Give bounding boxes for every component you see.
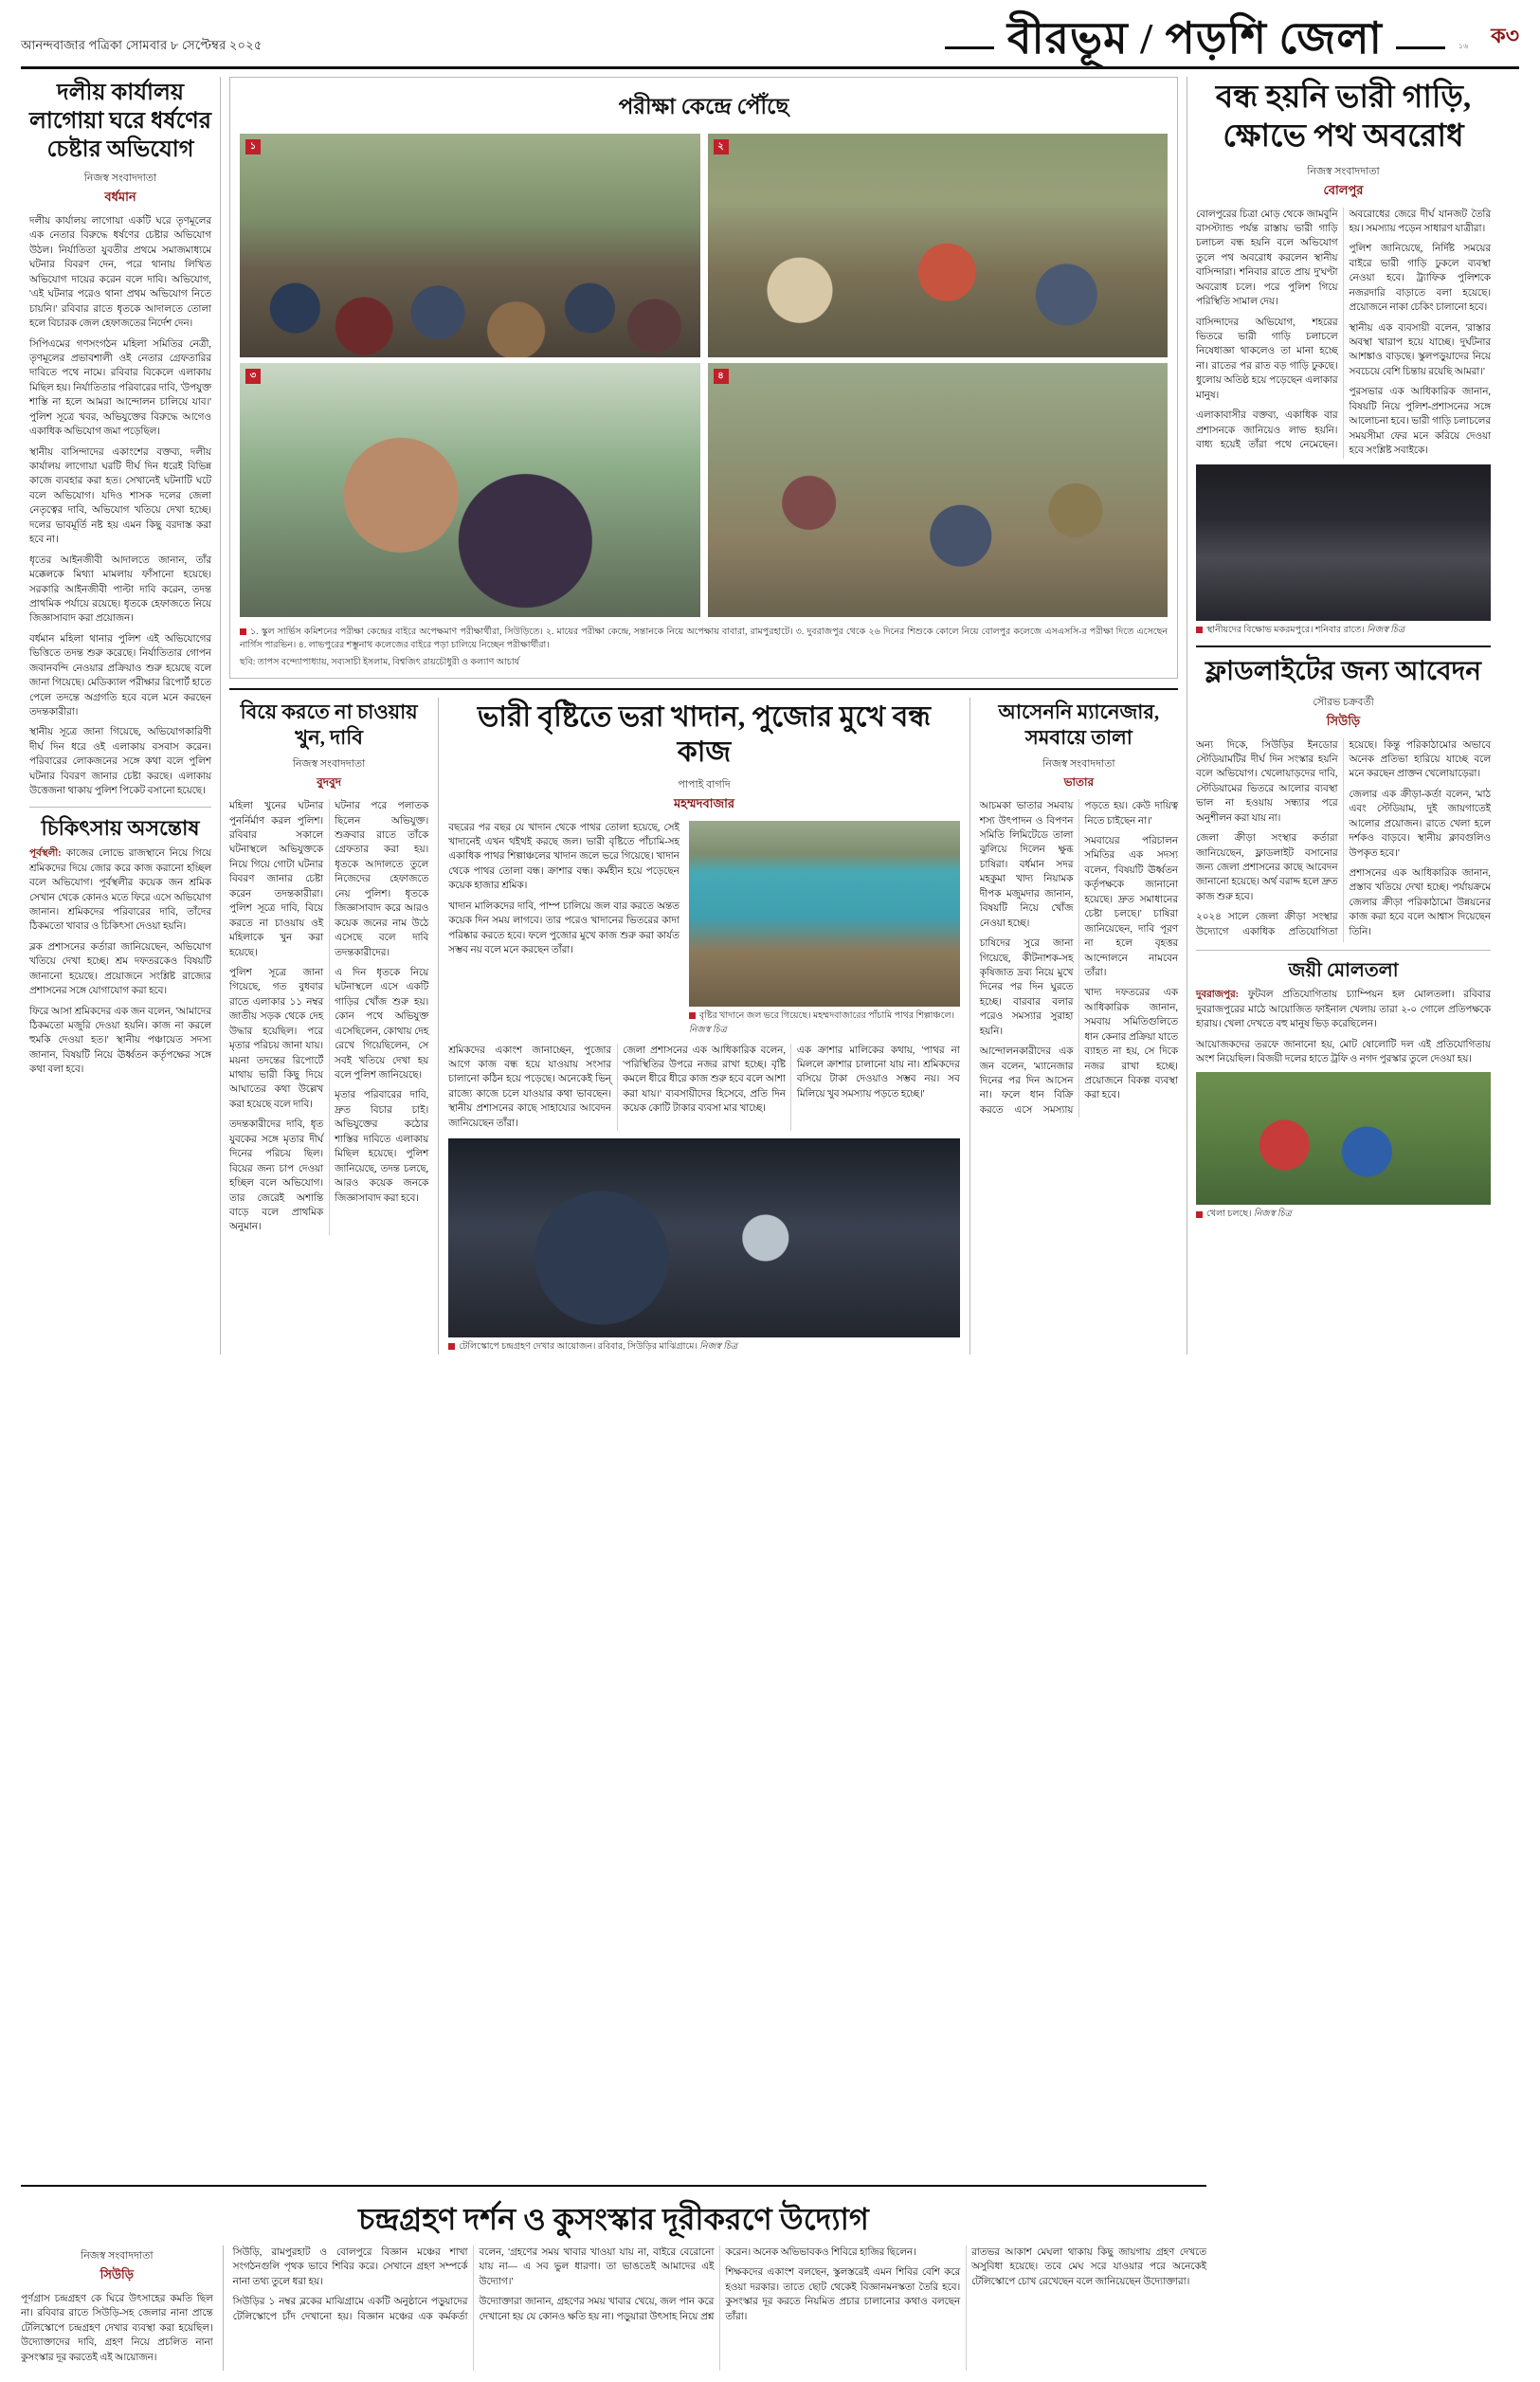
- bullet-icon: [689, 1012, 696, 1019]
- quarry-photo-caption: [689, 1009, 960, 1038]
- masthead-rule-left: [945, 46, 994, 49]
- masthead-rule-right: [1396, 46, 1445, 49]
- floodlight-byline: সৌরভ চক্রবর্তী: [1313, 696, 1374, 708]
- masthead-tiny: ১৬: [1458, 42, 1469, 50]
- left-headline: দলীয় কার্যালয় লাগোয়া ঘরে ধর্ষণের চেষ্টার অভিযোগ: [29, 81, 211, 162]
- football-photo: [1196, 1072, 1491, 1205]
- page-grid: [21, 77, 1519, 1355]
- telescope-photo: [448, 1138, 960, 1337]
- center-separator: [229, 688, 1178, 690]
- football-text-1: ফুটবল প্রতিযোগিতায় চ্যাম্পিয়ন হল মোলতলা। রবিবার দুবরাজপুরের মাঠে আয়োজিত ফাইনাল খেলায় তারা ২-০ গোলে প্রতিপক্ষকে হারায়। খেলা দেখতে বহু মানুষ ভিড় করেছিলেন।: [1196, 990, 1492, 1030]
- story-eclipse: [21, 2185, 1206, 2371]
- quarry-para-3: শ্রমিকদের একাংশ জানাচ্ছেন, পুজোর আগে কাজ বন্ধ হয়ে যাওয়ায় সংসার চালানো কঠিন হয়ে পড়েছে। অনেকেই ভিন্ রাজ্যে কাজে চলে যাওয়ার কথা ভাবছেন। স্থানীয় প্রশাসনের কাছে সাহায্যের আবেদন জানিয়েছেন তাঁরা।: [448, 1045, 612, 1129]
- quarry-dateline: মহম্মদবাজার: [673, 795, 735, 810]
- photo-feature-credit: ছবি: তাপস বন্দ্যোপাধ্যায়, সব্যসাচী ইসলাম, বিশ্বজিৎ রায়চৌধুরী ও কল্যাণ আচার্য: [240, 657, 520, 667]
- photo-number-4: ৪: [714, 369, 729, 384]
- photo-row-1: [240, 134, 1168, 363]
- eclipse-byline-block: [21, 2246, 223, 2371]
- telescope-photo-caption: [448, 1340, 960, 1355]
- eclipse-para-1: পূর্ণগ্রাস চন্দ্রগ্রহণ কে ঘিরে উৎসাহের কমতি ছিল না। রবিবার রাতে সিউড়ি-সহ জেলার নানা প্রান্তে টেলিস্কোপে চন্দ্রগ্রহণ দেখার ব্যবস্থা করা হয়েছিল। উদ্যোক্তাদের দাবি, গ্রহণ নিয়ে প্রচলিত নানা কুসংস্কার দূর করতেই এই আয়োজন।: [21, 2293, 213, 2363]
- traffic-para-2: বাসিন্দাদের অভিযোগ, শহরের ভিতরে ভারী গাড়ি চলাচলে নিষেধাজ্ঞা থাকলেও তা মানা হচ্ছে না। রাতের পর রাত বড় গাড়ি ঢুকছে। ধুলোয় অতিষ্ঠ হয়ে পড়েছেন এলাকার মানুষ।: [1196, 317, 1338, 401]
- traffic-headline: বন্ধ হয়নি ভারী গাড়ি, ক্ষোভে পথ অবরোধ: [1215, 81, 1472, 155]
- eclipse-para-6: রাতভর আকাশ মেঘলা থাকায় কিছু জায়গায় গ্রহণ দেখতে অসুবিধা হয়েছে। তবে মেঘ সরে যাওয়ার পরে অনেকেই টেলিস্কোপে চোখ রেখেছেন বলে জানিয়েছেন উদ্যোক্তারা।: [971, 2246, 1206, 2287]
- traffic-para-4: পুলিশ জানিয়েছে, নির্দিষ্ট সময়ের বাইরে ভারী গাড়ি ঢুকলে ব্যবস্থা নেওয়া হবে। ট্র্যাফিক পুলিশকে নজরদারি বাড়াতে বলা হয়েছে। প্রয়োজনে নাকা চেকিং চালানো হবে।: [1349, 244, 1491, 314]
- eclipse-headline: চন্দ্রগ্রহণ দর্শন ও কুসংস্কার দূরীকরণে উদ্যোগ: [358, 2201, 869, 2236]
- traffic-para-6: পুরসভার এক আধিকারিক জানান, বিষয়টি নিয়ে পুলিশ-প্রশাসনের সঙ্গে আলোচনা হবে। ভারী গাড়ি চলাচলের সময়সীমা ফের মনে করিয়ে দেওয়া হবে সংশ্লিষ্ট সবাইকে।: [1349, 387, 1491, 457]
- football-headline: জয়ী মোলতলা: [1288, 960, 1399, 982]
- telescope-photo-credit: নিজস্ব চিত্র: [699, 1342, 738, 1353]
- bullet-icon: [1196, 1211, 1203, 1218]
- quarry-top: [448, 821, 960, 1038]
- traffic-dateline: বোলপুর: [1323, 182, 1364, 197]
- photo-feature-title: পরীক্ষা কেন্দ্রে পৌঁছে: [618, 95, 789, 118]
- left-para-1: দলীয় কার্যালয় লাগোয়া একটি ঘরে তৃণমূলের এক নেতার বিরুদ্ধে ধর্ষণের চেষ্টার অভিযোগ উঠল। নির্যাতিতা যুবতীর প্রথমে সমাজমাধ্যমে ঘটনার বিবরণ দেন, পরে থানায় লিখিত অভিযোগ দায়ের করেন বলে দাবি। অভিযোগ, 'এই ঘটনার পরেও থানা প্রথম অভিযোগ নিতে চায়নি।' রবিবার রাতে ধৃতকে আদালতে তোলা হলে বিচারক জেল হেফাজতের নির্দেশ দেন।: [29, 216, 211, 330]
- quarry-photo: [689, 821, 960, 1007]
- left-para-4: ধৃতের আইনজীবী আদালতে জানান, তাঁর মক্কেলকে মিথ্যা মামলায় ফাঁসানো হয়েছে। সরকারি আইনজীবী পাল্টা দাবি করেন, তদন্ত প্রাথমিক পর্যায়ে রয়েছে। ধৃতকে হেফাজতে নিয়ে জিজ্ঞাসাবাদ করা প্রয়োজন।: [29, 555, 211, 625]
- eclipse-body: [223, 2246, 1206, 2371]
- floodlight-para-1: অন্য দিকে, সিউড়ির ইনডোর স্টেডিয়ামটির দীর্ঘ দিন সংস্কার হয়নি বলে অভিযোগ। খেলোয়াড়দের দাবি, স্টেডিয়ামের ভিতরে আলোর ব্যবস্থা ভাল না হওয়ায় সন্ধ্যার পরে অনুশীলন করা যায় না।: [1196, 739, 1338, 824]
- left-sub-para-2: ব্লক প্রশাসনের কর্তারা জানিয়েছেন, অভিযোগ খতিয়ে দেখা হচ্ছে। শ্রম দফতরকেও বিষয়টি জানানো হয়েছে। প্রয়োজনে সংশ্লিষ্ট রাজ্যের প্রশাসনের সঙ্গে যোগাযোগ করা হবে।: [29, 941, 211, 997]
- marriage-para-3: তদন্তকারীদের দাবি, ধৃত যুবকের সঙ্গে মৃতার দীর্ঘ দিনের পরিচয় ছিল। বিয়ের জন্য চাপ দেওয়া হচ্ছিল বলে অভিযোগ। তার জেরেই অশান্তি বাড়ে বলে প্রাথমিক অনুমান।: [229, 1119, 324, 1233]
- marriage-byline: নিজস্ব সংবাদদাতা: [292, 758, 366, 771]
- bullet-icon: [240, 628, 246, 635]
- marriage-para-1: মহিলা খুনের ঘটনার পুনর্নির্মাণ করল পুলিশ। রবিবার সকালে ঘটনাস্থলে অভিযুক্তকে নিয়ে গিয়ে গোটা ঘটনার বিবরণ জানার চেষ্টা করেন তদন্তকারীরা। পুলিশ সূত্রে দাবি, বিয়ে করতে না চাওয়ায় ওই মহিলাকে খুন করা হয়েছে।: [229, 801, 324, 958]
- photo-feature-caption: [240, 627, 1168, 653]
- floodlight-dateline: সিউড়ি: [1326, 713, 1361, 728]
- floodlight-para-5: প্রশাসনের এক আধিকারিক জানান, প্রস্তাব খতিয়ে দেখা হচ্ছে। পর্যায়ক্রমে জেলার ক্রীড়া পরিকাঠামো উন্নয়নের কাজ করা হবে বলে আশ্বাস দিয়েছেন তিনি।: [1349, 868, 1491, 937]
- floodlight-headline: ফ্লাডলাইটের জন্য আবেদন: [1205, 656, 1481, 686]
- center-column: [220, 77, 1187, 1355]
- left-sub-para-1: [29, 846, 211, 935]
- right-column: [1187, 77, 1499, 1355]
- waiting-guardians-photo: [708, 363, 1169, 617]
- masthead-title: বীরভূম / পড়শি জেলা: [1006, 14, 1383, 63]
- marriage-para-4: ঘটনার পরে পলাতক ছিলেন অভিযুক্ত। শুক্রবার রাতে তাঁকে গ্রেফতার করা হয়। ধৃতকে আদালতে তুলে নিজেদের হেফাজতে নেয় পুলিশ। ধৃতকে জিজ্ঞাসাবাদ করে আরও কয়েক জনের নাম উঠে এসেছে বলে দাবি তদন্তকারীদের।: [335, 801, 429, 958]
- quarry-photo-credit: নিজস্ব চিত্র: [688, 1025, 727, 1035]
- eclipse-para-2: সিউড়ি, রামপুরহাট ও বোলপুরে বিজ্ঞান মঞ্চের শাখা সংগঠনগুলি পৃথক ভাবে শিবির করে। সেখানে গ্রহণ সম্পর্কে নানা তথ্য তুলে ধরা হয়।: [232, 2246, 468, 2287]
- manager-headline: আসেননি ম্যানেজার, সমবায়ে তালা: [998, 700, 1160, 749]
- center-stories-row: [229, 698, 1178, 1355]
- manager-dateline: ভাতার: [1063, 775, 1095, 790]
- floodlight-para-2: জেলা ক্রীড়া সংস্থার কর্তারা জানিয়েছেন, ফ্লাডলাইট বসানোর জন্য জেলা প্রশাসনের কাছে আবেদন জানানো হয়েছে। অর্থ বরাদ্দ হলে দ্রুত কাজ শুরু হবে।: [1196, 833, 1338, 902]
- photo-row-2: [240, 363, 1168, 623]
- manager-byline: নিজস্ব সংবাদদাতা: [1042, 758, 1115, 771]
- bullet-icon: [448, 1343, 455, 1350]
- masthead-date: আনন্দবাজার পত্রিকা সোমবার ৮ সেপ্টেম্বর ২০২৫: [21, 38, 263, 52]
- left-dateline: বর্ধমান: [104, 190, 136, 204]
- football-para-1: [1196, 988, 1491, 1031]
- left-para-3: স্থানীয় বাসিন্দাদের একাংশের বক্তব্য, দলীয় কার্যালয় লাগোয়া ঘরটি দীর্ঘ দিন ধরেই বিভিন্ন কাজে ব্যবহার করা হত। সেখানেই ঘটনাটি ঘটে বলে অভিযোগ। যদিও শাসক দলের জেলা নেতৃত্বের দাবি, অভিযোগ খতিয়ে দেখা হচ্ছে। দলের ভাবমূর্তি নষ্ট হয় এমন কিছু বরদাস্ত করা হবে না।: [29, 446, 211, 546]
- football-photo-caption: [1196, 1208, 1491, 1222]
- eclipse-byline: নিজস্ব সংবাদদাতা: [81, 2249, 154, 2262]
- quarry-body-lower: [448, 1044, 960, 1132]
- right-divider: [1196, 646, 1491, 647]
- masthead: [21, 14, 1519, 69]
- quarry-para-4: জেলা প্রশাসনের এক আধিকারিক বলেন, 'পরিস্থিতির উপরে নজর রাখা হচ্ছে। বৃষ্টি কমলে ধীরে ধীরে কাজ শুরু হবে বলে আশা করা যায়।' ব্যবসায়ীদের হিসেবে, প্রতি দিন কয়েক কোটি টাকার ব্যবসা মার খাচ্ছে।: [623, 1045, 786, 1115]
- left-para-2: সিপিএমের গণসংগঠন মহিলা সমিতির নেত্রী, তৃণমূলের প্রভাবশালী ওই নেতার গ্রেফতারির দাবিতে পথে নামে। রবিবার বিকেলে এলাকায় মিছিল হয়। নির্যাতিতার পরিবারের দাবি, 'উপযুক্ত শাস্তি না হলে আমরা আন্দোলন চালিয়ে যাব।' পুলিশ সূত্রে খবর, অভিযুক্তের বিরুদ্ধে আগেও একাধিক অভিযোগ জমা পড়েছিল।: [29, 338, 211, 438]
- eclipse-para-4: উদ্যোক্তারা জানান, গ্রহণের সময় খাবার খেয়ে, জল পান করে দেখানো হয় যে কোনও ক্ষতি হয় না। পড়ুয়ারা উৎসাহ নিয়ে প্রশ্ন করেন। অনেক অভিভাবকও শিবিরে হাজির ছিলেন।: [479, 2246, 916, 2322]
- traffic-para-5: স্থানীয় এক ব্যবসায়ী বলেন, 'রাস্তার অবস্থা খারাপ হয়ে যাচ্ছে। দুর্ঘটনার আশঙ্কাও বাড়ছে। স্কুলপড়ুয়াদের নিয়ে সবচেয়ে বেশি চিন্তায় রয়েছি আমরা।': [1349, 322, 1491, 377]
- left-sub-text-1: কাজের লোভে রাজস্থানে নিয়ে গিয়ে শ্রমিকদের দিয়ে জোর করে কাজ করানো হচ্ছিল বলে অভিযোগ। পূর্বস্থলীর কয়েক জন শ্রমিক সেখান থেকে কোনও মতে ফিরে এসে অভিযোগ জানান। শ্রমিকদের পরিবারের দাবি, তাঁদের ঠিকমতো খাবার ও চিকিৎসা দেওয়া হয়নি।: [29, 848, 211, 933]
- floodlight-body: [1196, 738, 1491, 943]
- left-para-5: বর্ধমান মহিলা থানার পুলিশ এই অভিযোগের ভিত্তিতে তদন্ত শুরু করেছে। নির্যাতিতার গোপন জবানবন্দি নেওয়ার প্রক্রিয়াও শুরু হয়েছে বলে জানা গিয়েছে। মেডিক্যাল পরীক্ষার রিপোর্ট হাতে পেলে তদন্তে অগ্রগতি হবে বলে মনে করছেন তদন্তকারীরা।: [29, 633, 211, 718]
- eclipse-dateline: সিউড়ি: [100, 2266, 135, 2282]
- quarry-para-1: বছরের পর বছর যে খাদান থেকে পাথর তোলা হয়েছে, সেই খাদানেই এখন থইথই করছে জল। ভারী বৃষ্টিতে পাঁচামি-সহ একাধিক পাথর শিল্পাঞ্চলের খাদান জলে ভরে গিয়েছে। খাদান থেকে পাথর তোলা বন্ধ। ক্রাশার বন্ধ। কর্মহীন হয়ে পড়েছেন কয়েক হাজার শ্রমিক।: [448, 822, 679, 892]
- protest-photo: [1196, 464, 1491, 621]
- football-para-2: আয়োজকদের তরফে জানানো হয়, মোট ষোলোটি দল এই প্রতিযোগিতায় অংশ নিয়েছিল। বিজয়ী দলের হাতে ট্রফি ও নগদ পুরস্কার তুলে দেওয়া হয়।: [1196, 1039, 1491, 1064]
- football-photo-credit: নিজস্ব চিত্র: [1253, 1209, 1292, 1220]
- marriage-body: [229, 799, 428, 1235]
- protest-photo-credit: নিজস্ব চিত্র: [1367, 625, 1405, 635]
- manager-para-4: সমবায়ের পরিচালন সমিতির এক সদস্য বলেন, 'বিষয়টি ঊর্ধ্বতন কর্তৃপক্ষকে জানানো হয়েছে। দ্রুত সমাধানের চেষ্টা চলছে।' চাষিরা জানিয়েছেন, দাবি পূরণ না হলে বৃহত্তর আন্দোলনে নামবেন তাঁরা।: [1084, 836, 1178, 978]
- left-column: [21, 77, 220, 1355]
- quarry-para-5: এক ক্রাশার মালিকের কথায়, 'পাথর না মিললে ক্রাশার চালানো যায় না। শ্রমিকদের বসিয়ে টাকা দেওয়াও সম্ভব নয়। সব মিলিয়ে খুব সমস্যায় পড়তে হচ্ছে।': [796, 1045, 960, 1100]
- left-para-6: স্থানীয় সূত্রে জানা গিয়েছে, অভিযোগকারিণী দীর্ঘ দিন ধরে ওই এলাকায় বসবাস করেন। পরিবারের লোকজনের সঙ্গে কথা বলে পুলিশ ঘটনার বিবরণ জানার চেষ্টা করছে। এলাকায় উত্তেজনা থাকায় পুলিশ পিকেট বসানো হয়েছে।: [29, 727, 211, 797]
- telescope-caption-text: টেলিস্কোপে চন্দ্রগ্রহণ দেখার আয়োজন। রবিবার, সিউড়ির মাঝিগ্রামে।: [459, 1342, 698, 1353]
- page-number: ক৩: [1491, 24, 1519, 47]
- traffic-para-1: বোলপুরের চিত্রা মোড় থেকে জামবুনি বাসস্ট্যান্ড পর্যন্ত রাস্তায় ভারী গাড়ি চলাচল বন্ধ হয়নি বলে অভিযোগ তুলে পথ অবরোধ করলেন স্থানীয় বাসিন্দারা। শনিবার রাতে প্রায় দু'ঘণ্টা অবরোধ চলে। পরে পুলিশ গিয়ে পরিস্থিতি সামাল দেয়।: [1196, 209, 1338, 308]
- traffic-body: [1196, 208, 1491, 459]
- quarry-headline: ভারী বৃষ্টিতে ভরা খাদান, পুজোর মুখে বন্ধ কাজ: [477, 700, 932, 769]
- football-caption-text: খেলা চলছে।: [1206, 1209, 1252, 1220]
- quarry-text-left: [448, 821, 679, 1038]
- left-sub-label: পূর্বস্থলী:: [29, 848, 62, 860]
- marriage-dateline: বুদবুদ: [317, 775, 342, 790]
- protest-caption-text: স্থানীয়দের বিক্ষোভ মকরমপুরে। শনিবার রাতে।: [1206, 625, 1365, 635]
- quarry-caption-text: বৃষ্টির খাদানে জল ভরে গিয়েছে। মহম্মদবাজারের পাঁচামি পাথর শিল্পাঞ্চলে।: [698, 1010, 954, 1021]
- story-manager: [969, 698, 1178, 1355]
- right-divider-2: [1196, 950, 1491, 951]
- manager-para-1: আচমকা ভাতার সমবায় শস্য উৎপাদন ও বিপণন সমিতি লিমিটেডে তালা ঝুলিয়ে দিলেন ক্ষুব্ধ চাষিরা। বর্ধমান সদর মহকুমা খাদ্য নিয়ামক দীপক মজুমদার জানান, বিষয়টি নিয়ে খোঁজ নেওয়া হচ্ছে।: [979, 801, 1074, 929]
- marriage-para-2: পুলিশ সূত্রে জানা গিয়েছে, গত বুধবার রাতে এলাকার ১১ নম্বর জাতীয় সড়ক থেকে দেহ উদ্ধার হয়েছিল। পরে মৃতার পরিচয় জানা যায়। ময়না তদন্তের রিপোর্টে মাথায় ভারী কিছু দিয়ে আঘাতের কথা উল্লেখ করা হয়েছে বলে দাবি।: [229, 967, 324, 1110]
- gate-crowd-photo: [240, 134, 700, 357]
- traffic-para-3: এলাকাবাসীর বক্তব্য, একাধিক বার প্রশাসনকে জানিয়েও লাভ হয়নি। বাধ্য হয়েই তাঁরা পথে নেমেছেন। অবরোধের জেরে দীর্ঘ যানজট তৈরি হয়। সমস্যায় পড়েন সাধারণ যাত্রীরা।: [1196, 209, 1491, 451]
- traffic-byline: নিজস্ব সংবাদদাতা: [1307, 165, 1380, 177]
- manager-body: [980, 799, 1178, 1118]
- photo-number-2: ২: [714, 139, 729, 155]
- quarry-photo-wrap: [689, 821, 960, 1038]
- floodlight-para-4: জেলার এক ক্রীড়া-কর্তা বলেন, 'মাঠ এবং স্টেডিয়াম, দুই জায়গাতেই আলোর প্রয়োজন। রাতে খেলা হলে দর্শকও বাড়বে। স্থানীয় ক্লাবগুলিও উপকৃত হবে।': [1349, 789, 1491, 859]
- floodlight-para-3: ২০২৪ সালে জেলা ক্রীড়া সংস্থার উদ্যোগে একাধিক প্রতিযোগিতা হয়েছে। কিন্তু পরিকাঠামোর অভাবে অনেক প্রতিভা হারিয়ে যাচ্ছে বলে মনে করছেন প্রাক্তন খেলোয়াড়েরা।: [1196, 739, 1491, 937]
- marriage-para-5: এ দিন ধৃতকে নিয়ে ঘটনাস্থলে এসে একটি গাড়ির খোঁজ শুরু হয়। কোন পথে অভিযুক্ত এসেছিলেন, কোথায় দেহ রেখে গিয়েছিলেন, সে সবই খতিয়ে দেখা হয় বলে পুলিশ জানিয়েছে।: [335, 967, 429, 1081]
- story-quarry: [438, 698, 969, 1355]
- left-divider: [29, 807, 211, 808]
- quarry-para-2: খাদান মালিকদের দাবি, পাম্প চালিয়ে জল বার করতে অন্তত কয়েক দিন সময় লাগবে। তার পরেও খাদানের ভিতরের কাদা পরিষ্কার করতে হবে। ফলে পুজোর মুখে কাজ শুরু করা কার্যত সম্ভব নয় বলে মনে করছেন তাঁরা।: [448, 900, 679, 956]
- photo-number-1: ১: [245, 139, 261, 155]
- manager-para-5: খাদ্য দফতরের এক আধিকারিক জানান, সমবায় সমিতিগুলিতে ধান কেনার প্রক্রিয়া যাতে ব্যাহত না হয়, সে দিকে নজর রাখা হচ্ছে। প্রয়োজনে বিকল্প ব্যবস্থা করা হবে।: [1084, 988, 1178, 1101]
- marriage-headline: বিয়ে করতে না চাওয়ায় খুন, দাবি: [240, 700, 418, 749]
- football-dateline: দুবরাজপুর:: [1196, 990, 1240, 1001]
- exam-center-photo: [708, 134, 1169, 357]
- marriage-para-6: মৃতার পরিবারের দাবি, দ্রুত বিচার চাই। অভিযুক্তের কঠোর শাস্তির দাবিতে এলাকায় মিছিল হয়েছে। পুলিশ জানিয়েছে, তদন্ত চলছে, আরও কয়েক জনকে জিজ্ঞাসাবাদ করা হবে।: [335, 1090, 429, 1204]
- eclipse-para-3: সিউড়ির ১ নম্বর ব্লকের মাঝিগ্রামে একটি অনুষ্ঠানে পড়ুয়াদের টেলিস্কোপে চাঁদ দেখানো হয়। বিজ্ঞান মঞ্চের এক কর্মকর্তা বলেন, 'গ্রহণের সময় খাবার খাওয়া যায় না, বাইরে বেরোনো যায় না— এ সব ভুল ধারণা। তা ভাঙতেই আমাদের এই উদ্যোগ।': [232, 2246, 715, 2322]
- mother-child-photo: [240, 363, 700, 617]
- left-sub-headline: চিকিৎসায় অসন্তোষ: [41, 815, 200, 840]
- protest-photo-caption: [1196, 624, 1491, 638]
- left-sub-para-3: ফিরে আসা শ্রমিকদের এক জন বলেন, 'আমাদের ঠিকমতো মজুরি দেওয়া হয়নি। কাজ না করলে হুমকি দেওয়া হত।' স্থানীয় পঞ্চায়েত সদস্য জানান, বিষয়টি নিয়ে ঊর্ধ্বতন কর্তৃপক্ষের সঙ্গে কথা বলা হবে।: [29, 1006, 211, 1076]
- story-marriage: [229, 698, 438, 1355]
- eclipse-para-5: শিক্ষকদের একাংশ বলছেন, স্কুলস্তরেই এমন শিবির বেশি করে হওয়া দরকার। তাতে ছোট থেকেই বিজ্ঞানমনস্কতা তৈরি হবে। কুসংস্কার দূর করতে নিয়মিত প্রচার চালানোর কথাও বলছেন তাঁরা।: [725, 2267, 961, 2322]
- left-byline: নিজস্ব সংবাদদাতা: [83, 173, 157, 184]
- bullet-icon: [1196, 627, 1203, 633]
- photo-number-3: ৩: [245, 369, 261, 384]
- photo-feature: [229, 77, 1178, 679]
- quarry-byline: পাপাই বাগদি: [678, 778, 731, 791]
- photo-caption-text: ১. স্কুল সার্ভিস কমিশনের পরীক্ষা কেন্দ্রের বাইরে অপেক্ষমাণ পরীক্ষার্থীরা, সিউড়িতে। ২. মায়ের পরীক্ষা কেন্দ্রে, সন্তানকে নিয়ে অপেক্ষায় বাবারা, রামপুরহাটে। ৩. দুবরাজপুর থেকে ২৬ দিনের শিশুকে কোলে নিয়ে বোলপুর কলেজে এসএসসি-র পরীক্ষা দিতে এসেছেন নার্গিস পারভিন। ৪. লাভপুরের শম্ভুনাথ কলেজের বাইরে পড়া চালিয়ে নিচ্ছেন পরীক্ষার্থীরা।: [240, 627, 1168, 650]
- manager-para-2: চাষিদের সুরে জানা গিয়েছে, কীটনাশক-সহ কৃষিজাত দ্রব্য নিয়ে মুখে দিনের পর দিন ঘুরতে হচ্ছে। বারবার বলার পরেও সমস্যার সুরাহা হয়নি।: [979, 938, 1074, 1037]
- manager-para-3: আন্দোলনকারীদের এক জন বলেন, 'ম্যানেজার দিনের পর দিন আসেন না। ফলে ধান বিক্রি করতে এসে সমস্যায় পড়তে হয়। কেউ দায়িত্ব নিতে চাইছেন না।': [979, 801, 1178, 1116]
